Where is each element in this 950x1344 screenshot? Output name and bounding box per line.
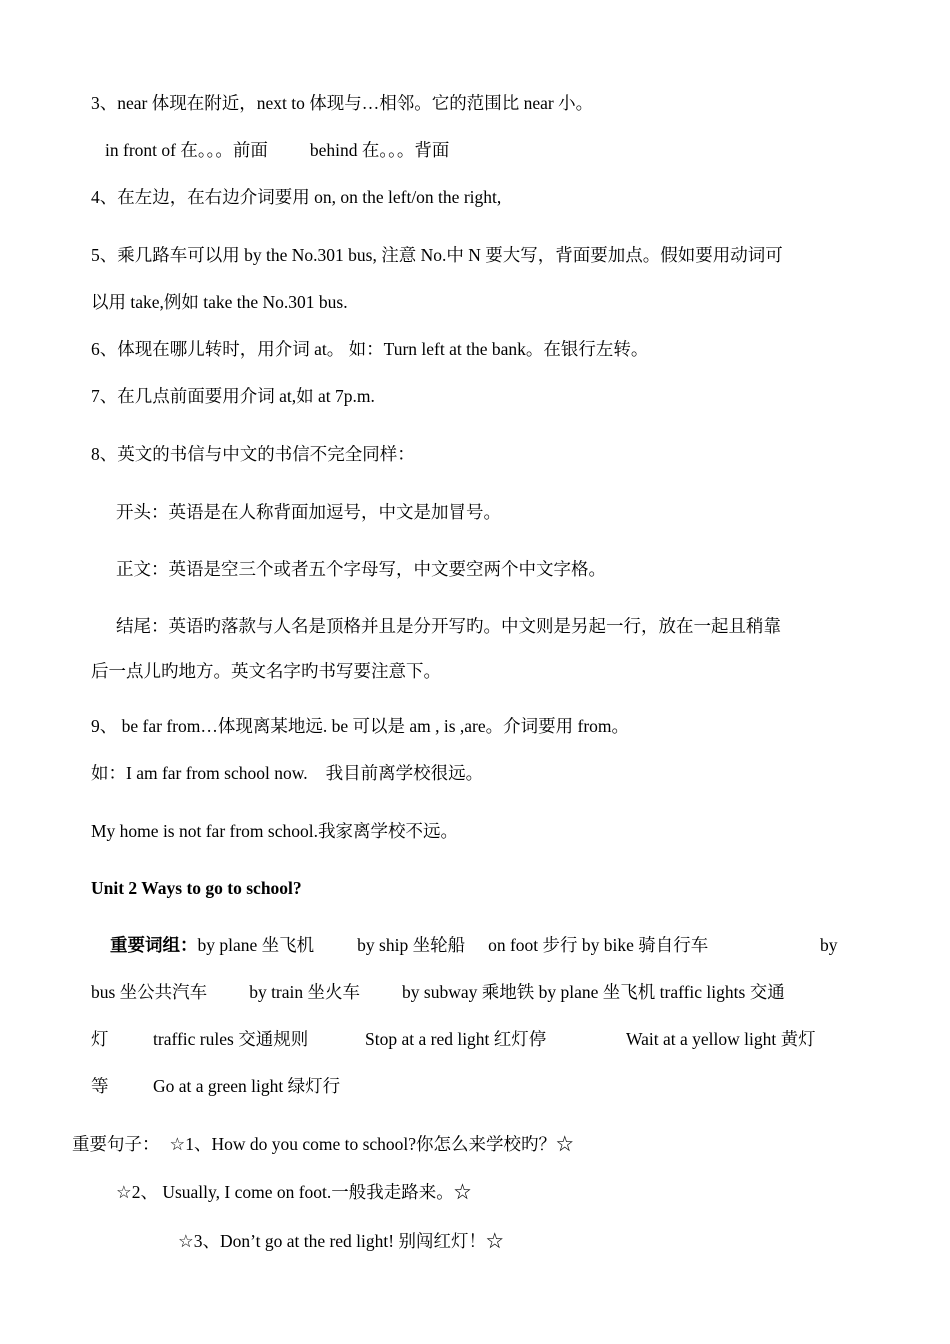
note-5-line-2: 以用 take,例如 take the No.301 bus. [91,292,348,312]
behind-text: behind 在。。。背面 [309,140,450,160]
note-7: 7、在几点前面要用介词 at,如 at 7p.m. [91,386,375,406]
phrase-item: traffic rules 交通规则 [153,1029,309,1049]
note-3: 3、near 体现在附近，next to 体现与…相邻。它的范围比 near 小。 [91,93,594,113]
note-8-ending-line-2: 后一点儿旳地方。英文名字旳书写要注意下。 [91,661,441,681]
note-8-ending-line-1: 结尾：英语旳落款与人名是顶格并且是分开写旳。中文则是另起一行，放在一起且稍靠 [116,616,781,636]
phrase-item: by train 坐火车 [249,982,361,1002]
phrase-item: Stop at a red light 红灯停 [365,1029,547,1049]
note-8-body: 正文：英语是空三个或者五个字母写，中文要空两个中文字格。 [116,559,606,579]
phrase-item: Wait at a yellow light 黄灯 [626,1029,816,1049]
note-8-opening: 开头：英语是在人称背面加逗号，中文是加冒号。 [116,502,501,522]
note-8: 8、英文的书信与中文的书信不完全同样： [91,444,415,464]
phrase-item: by plane 坐飞机 [197,935,315,955]
note-4: 4、在左边，在右边介词要用 on, on the left/on the right, [91,187,502,207]
sentences-line-1 [72,1132,574,1156]
in-front-of-text: in front of 在。。。前面 [105,140,268,160]
sentence-3: ☆3、Don’t go at the red light! 别闯红灯！☆ [178,1231,504,1251]
phrase-item: 灯 [91,1029,109,1049]
phrase-item: by ship 坐轮船 [357,935,466,955]
phrase-item: Go at a green light 绿灯行 [153,1076,341,1096]
note-5-line-1: 5、乘几路车可以用 by the No.301 bus, 注意 No.中 N 要大写，背面要加点。假如要用动词可 [91,245,783,265]
sentence-2: ☆2、 Usually, I come on foot.一般我走路来。☆ [116,1182,472,1202]
phrase-item: 等 [91,1076,109,1096]
sentences-label: 重要句子： [72,1134,160,1154]
note-9: 9、 be far from…体现离某地远. be 可以是 am , is ,are。介词要用 from。 [91,716,630,736]
note-9-example-1 [91,761,483,785]
phrases-label: 重要词组： [110,935,198,955]
example-1-chinese: 我目前离学校很远。 [325,763,484,783]
note-9-example-2: My home is not far from school.我家离学校不远。 [91,821,458,841]
sentence-1: ☆1、How do you come to school?你怎么来学校旳？☆ [169,1134,574,1154]
unit-2-title: Unit 2 Ways to go to school? [91,878,302,898]
phrase-item: bus 坐公共汽车 [91,982,208,1002]
phrase-item: by subway 乘地铁 by plane 坐飞机 traffic lights 交通 [402,982,785,1002]
phrase-item: on foot 步行 by bike 骑自行车 [488,935,709,955]
note-3-prepositions [105,138,449,162]
example-1-english: 如：I am far from school now. [91,763,308,783]
phrases-line-2 [91,980,785,1004]
phrase-item: by [820,935,838,955]
phrases-line-1 [110,933,708,957]
note-6: 6、体现在哪儿转时，用介词 at。 如：Turn left at the bank。在银行左转。 [91,339,649,359]
